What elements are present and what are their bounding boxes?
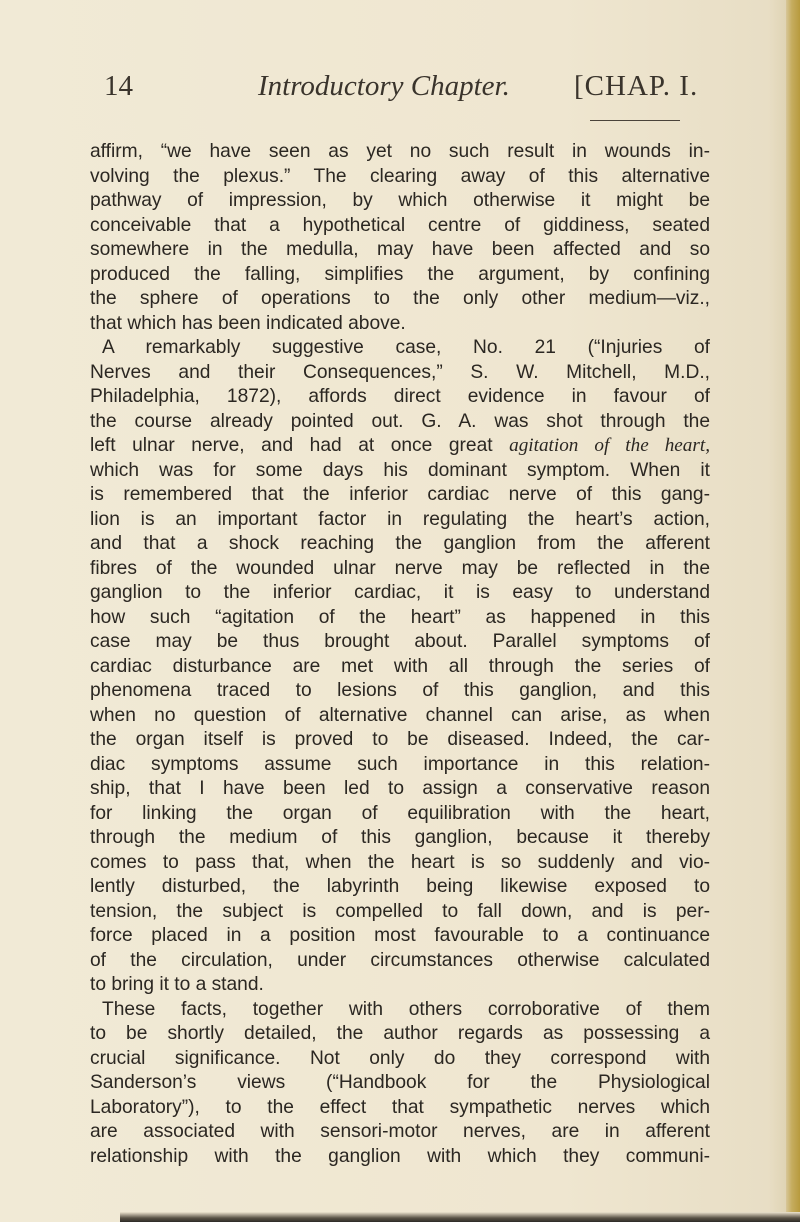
chapter-reference: [CHAP. I. <box>574 70 699 102</box>
text-line: to be shortly detailed, the author regards as possessing a <box>90 1023 710 1044</box>
paragraph-2 <box>90 336 710 998</box>
paragraph-1 <box>90 140 710 336</box>
text-line: the organ itself is proved to be diseased. Indeed, the car- <box>90 729 710 750</box>
text-line: Philadelphia, 1872), affords direct evidence in favour of <box>90 386 710 407</box>
text-line-with-italic <box>90 434 710 459</box>
text-line: force placed in a position most favourable to a continuance <box>90 925 710 946</box>
text-line: relationship with the ganglion with which they communi- <box>90 1145 710 1167</box>
text-line: cardiac disturbance are met with all through the series of <box>90 655 710 677</box>
text-line: somewhere in the medulla, may have been affected and so <box>90 239 710 260</box>
text-line: produced the falling, simplifies the argument, by confining <box>90 263 710 285</box>
text-line: crucial significance. Not only do they correspond with <box>90 1047 710 1069</box>
italic-phrase: agitation of the heart, <box>509 435 710 456</box>
text-line: when no question of alternative channel can arise, as when <box>90 704 710 726</box>
text-line: A remarkably suggestive case, No. 21 (“Injuries of <box>102 337 710 358</box>
text-line: conceivable that a hypothetical centre of giddiness, seated <box>90 214 710 236</box>
text-line: Laboratory”), to the effect that sympathetic nerves which <box>90 1096 710 1118</box>
text-line: fibres of the wounded ulnar nerve may be reflected in the <box>90 557 710 579</box>
header-rule <box>590 120 680 121</box>
text-segment: left ulnar nerve, and had at once great <box>90 435 510 456</box>
text-line: is remembered that the inferior cardiac nerve of this gang- <box>90 484 710 505</box>
text-line: phenomena traced to lesions of this ganglion, and this <box>90 680 710 701</box>
text-line: the sphere of operations to the only other medium—viz., <box>90 288 710 309</box>
text-line: for linking the organ of equilibration with the heart, <box>90 802 710 824</box>
text-line: lently disturbed, the labyrinth being likewise exposed to <box>90 876 710 897</box>
text-line: are associated with sensori-motor nerves, are in afferent <box>90 1121 710 1142</box>
text-line: Sanderson’s views (“Handbook for the Physiological <box>90 1072 710 1093</box>
text-line: of the circulation, under circumstances otherwise calculated <box>90 949 710 971</box>
paragraph-3 <box>90 998 710 1170</box>
body-text <box>90 140 710 1169</box>
page-number: 14 <box>104 70 133 102</box>
text-line: that which has been indicated above. <box>90 312 406 334</box>
text-line: tension, the subject is compelled to fall down, and is per- <box>90 900 710 922</box>
text-line: which was for some days his dominant symptom. When it <box>90 459 710 481</box>
book-edge-right <box>786 0 800 1222</box>
page-header <box>104 70 704 110</box>
text-line: to bring it to a stand. <box>90 974 264 995</box>
text-line: pathway of impression, by which otherwise it might be <box>90 190 710 211</box>
text-line: ganglion to the inferior cardiac, it is easy to understand <box>90 582 710 603</box>
text-line: These facts, together with others corroborative of them <box>102 998 710 1020</box>
text-line: Nerves and their Consequences,” S. W. Mitchell, M.D., <box>90 361 710 383</box>
text-line: how such “agitation of the heart” as happened in this <box>90 606 710 628</box>
text-line: volving the plexus.” The clearing away of this alternative <box>90 165 710 187</box>
text-line: through the medium of this ganglion, because it thereby <box>90 827 710 848</box>
text-line: comes to pass that, when the heart is so suddenly and vio- <box>90 851 710 873</box>
text-line: and that a shock reaching the ganglion from the afferent <box>90 533 710 554</box>
text-line: affirm, “we have seen as yet no such result in wounds in- <box>90 141 710 162</box>
text-line: ship, that I have been led to assign a conservative reason <box>90 778 710 799</box>
text-line: diac symptoms assume such importance in this relation- <box>90 753 710 775</box>
running-title: Introductory Chapter. <box>258 70 510 102</box>
text-line: lion is an important factor in regulating the heart’s action, <box>90 508 710 530</box>
book-edge-bottom <box>120 1212 800 1222</box>
text-line: case may be thus brought about. Parallel symptoms of <box>90 631 710 652</box>
text-line: the course already pointed out. G. A. was shot through the <box>90 410 710 432</box>
